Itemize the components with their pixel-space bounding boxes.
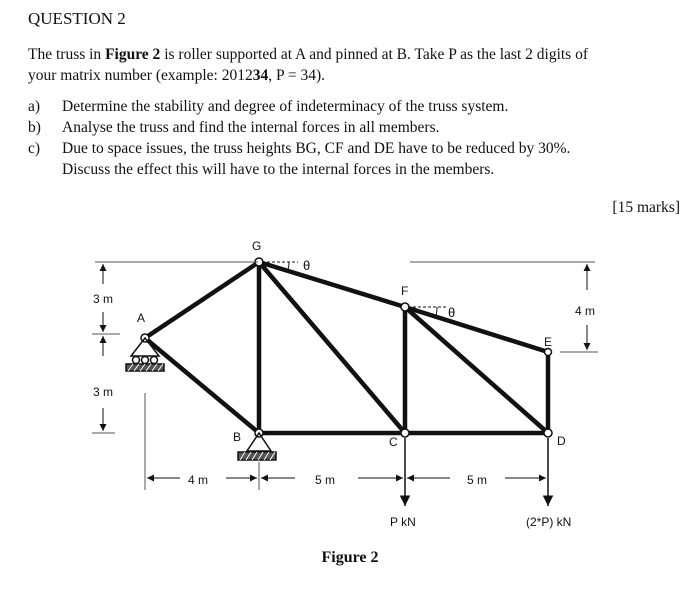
angle-arc-f (436, 307, 437, 316)
label-node-a: A (137, 311, 146, 325)
pin-support-b (238, 433, 276, 460)
intro-line-2: your matrix number (example: 201234, P = 34). (28, 67, 326, 84)
label-node-e: E (544, 335, 553, 349)
marks-label: [15 marks] (612, 199, 680, 216)
figure-reference: Figure 2 (105, 46, 161, 63)
intro-line-1: The truss in Figure 2 is roller supported at A and pinned at B. Take P as the last 2 digits of (28, 46, 589, 63)
part-a-label: a) (28, 98, 41, 115)
member-fe (405, 307, 548, 352)
example-digits: 34 (252, 67, 269, 84)
theta-symbol-g: θ (303, 258, 311, 273)
dim-span-cd: 5 m (467, 473, 488, 487)
part-b-label: b) (28, 119, 41, 136)
dim-left-upper: 3 m (93, 292, 114, 306)
joint-f (401, 303, 409, 311)
roller-support-a (126, 338, 164, 371)
member-fd (405, 307, 548, 433)
part-b-text: Analyse the truss and find the internal forces in all members. (62, 119, 440, 136)
dim-left-lower: 3 m (93, 385, 114, 399)
member-ag (145, 262, 259, 338)
part-c-label: c) (28, 140, 41, 157)
joint-e (545, 349, 552, 356)
label-node-c: C (389, 435, 398, 449)
truss-members (145, 262, 548, 433)
angle-arc-g (288, 262, 289, 270)
dim-span-bc: 5 m (315, 473, 336, 487)
label-node-f: F (401, 284, 409, 298)
figure-caption: Figure 2 (321, 549, 379, 566)
label-node-b: B (233, 430, 242, 444)
theta-symbol-f: θ (448, 305, 456, 320)
member-ab (145, 338, 259, 433)
part-a-text: Determine the stability and degree of indeterminacy of the truss system. (62, 98, 509, 115)
label-node-g: G (252, 239, 262, 253)
label-node-d: D (557, 434, 566, 448)
member-gc (259, 262, 405, 433)
joint-c (401, 429, 409, 437)
part-c-text-1: Due to space issues, the truss heights BG, CF and DE have to be reduced by 30%. (62, 140, 571, 157)
dim-right: 4 m (575, 304, 596, 318)
load-label-d: (2*P) kN (526, 515, 572, 529)
load-label-c: P kN (390, 515, 416, 529)
joint-d (544, 429, 552, 437)
dim-span-ab: 4 m (188, 473, 209, 487)
part-c-text-2: Discuss the effect this will have to the internal forces in the members. (62, 161, 495, 178)
question-heading: QUESTION 2 (28, 9, 126, 28)
